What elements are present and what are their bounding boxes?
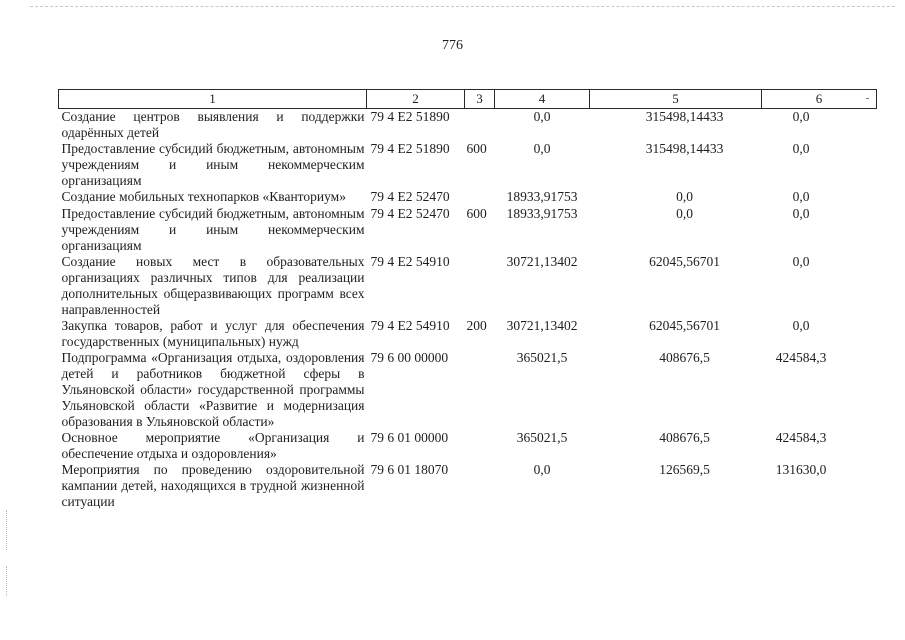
expense-type bbox=[465, 254, 495, 318]
amount-col4: 30721,13402 bbox=[506, 254, 578, 269]
amount-col5: 62045,56701 bbox=[649, 318, 720, 333]
table-row bbox=[59, 430, 877, 462]
item-name: Закупка товаров, работ и услуг для обеспечения государственных (муниципальных) нужд bbox=[61, 318, 365, 349]
amount-col6: 424584,3 bbox=[775, 430, 827, 445]
target-code: 79 4 E2 52470 bbox=[370, 189, 450, 204]
expense-type: 600 bbox=[466, 206, 487, 221]
scan-mark bbox=[866, 98, 869, 99]
page-number: 776 bbox=[442, 38, 463, 53]
amount-col4: 0,0 bbox=[533, 141, 551, 156]
item-name: Предоставление субсидий бюджетным, автономным учреждениям и иным некоммерческим организациям bbox=[61, 206, 365, 253]
column-header: 2 bbox=[367, 90, 465, 109]
target-code: 79 4 E2 51890 bbox=[370, 109, 450, 124]
scan-mark bbox=[6, 566, 9, 596]
table-row bbox=[59, 350, 877, 430]
expense-type: 600 bbox=[466, 141, 487, 156]
amount-col5: 0,0 bbox=[676, 189, 693, 204]
expense-type bbox=[465, 462, 495, 510]
table-row bbox=[59, 141, 877, 189]
item-name: Мероприятия по проведению оздоровительной кампании детей, находящихся в трудной жизненной ситуации bbox=[61, 462, 365, 509]
amount-col6: 0,0 bbox=[792, 141, 810, 156]
item-name: Создание центров выявления и поддержки одарённых детей bbox=[61, 109, 365, 140]
item-name: Подпрограмма «Организация отдыха, оздоровления детей и работников бюджетной сферы в Ульяновской области» государственной программы Ульяновской области «Развитие и модернизация образования в Ульяновской области» bbox=[61, 350, 365, 429]
column-header: 5 bbox=[590, 90, 762, 109]
amount-col5: 62045,56701 bbox=[649, 254, 720, 269]
column-header: 3 bbox=[465, 90, 495, 109]
amount-col6: 424584,3 bbox=[775, 350, 827, 365]
amount-col6: 0,0 bbox=[792, 206, 810, 221]
table-row bbox=[59, 462, 877, 510]
item-name: Основное мероприятие «Организация и обеспечение отдыха и оздоровления» bbox=[61, 430, 365, 461]
amount-col4: 18933,91753 bbox=[506, 189, 578, 204]
amount-col6: 0,0 bbox=[792, 254, 810, 269]
amount-col4: 365021,5 bbox=[516, 350, 568, 365]
expense-type bbox=[465, 189, 495, 206]
amount-col6: 0,0 bbox=[792, 318, 810, 333]
amount-col6: 131630,0 bbox=[775, 462, 827, 477]
amount-col5: 126569,5 bbox=[659, 462, 710, 477]
amount-col5: 315498,14433 bbox=[645, 109, 724, 124]
amount-col5: 408676,5 bbox=[659, 350, 710, 365]
expense-type bbox=[465, 430, 495, 462]
column-header: 1 bbox=[59, 90, 367, 109]
table-row bbox=[59, 254, 877, 318]
item-name: Создание мобильных технопарков «Кванториум» bbox=[61, 189, 346, 204]
amount-col5: 408676,5 bbox=[659, 430, 710, 445]
target-code: 79 6 01 00000 bbox=[370, 430, 449, 445]
item-name: Создание новых мест в образовательных организациях различных типов для реализации дополнительных общеразвивающих программ всех направленностей bbox=[61, 254, 365, 317]
table-row bbox=[59, 318, 877, 350]
scan-edge-line bbox=[30, 6, 895, 7]
table-row bbox=[59, 109, 877, 142]
amount-col5: 315498,14433 bbox=[645, 141, 724, 156]
column-header: 6 bbox=[762, 90, 877, 109]
amount-col4: 365021,5 bbox=[516, 430, 568, 445]
target-code: 79 4 E2 52470 bbox=[370, 206, 450, 221]
table-header-row bbox=[59, 90, 877, 109]
expense-type: 200 bbox=[466, 318, 487, 333]
amount-col4: 18933,91753 bbox=[506, 206, 578, 221]
column-header: 4 bbox=[495, 90, 590, 109]
amount-col6: 0,0 bbox=[792, 109, 810, 124]
amount-col6: 0,0 bbox=[792, 189, 810, 204]
target-code: 79 4 E2 51890 bbox=[370, 141, 450, 156]
expense-type bbox=[465, 350, 495, 430]
amount-col4: 30721,13402 bbox=[506, 318, 578, 333]
budget-table bbox=[58, 89, 877, 510]
amount-col4: 0,0 bbox=[533, 109, 551, 124]
table-row bbox=[59, 189, 877, 206]
target-code: 79 6 00 00000 bbox=[370, 350, 449, 365]
target-code: 79 4 E2 54910 bbox=[370, 254, 450, 269]
scan-mark bbox=[6, 510, 9, 550]
target-code: 79 6 01 18070 bbox=[370, 462, 449, 477]
table-row bbox=[59, 206, 877, 254]
amount-col4: 0,0 bbox=[533, 462, 551, 477]
expense-type bbox=[465, 109, 495, 142]
amount-col5: 0,0 bbox=[676, 206, 693, 221]
target-code: 79 4 E2 54910 bbox=[370, 318, 450, 333]
item-name: Предоставление субсидий бюджетным, автономным учреждениям и иным некоммерческим организациям bbox=[61, 141, 365, 188]
